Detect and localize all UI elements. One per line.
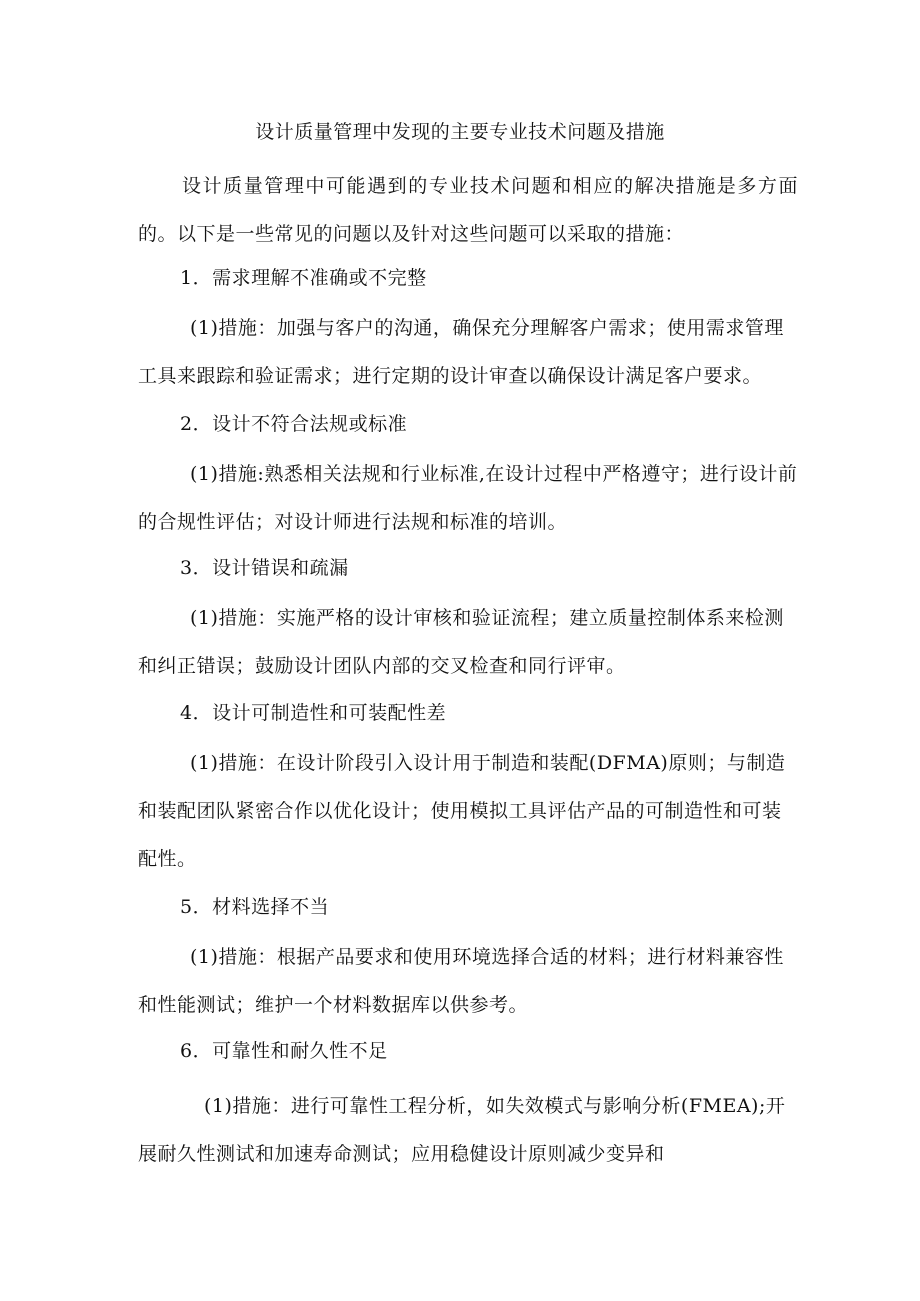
intro-paragraph: 设计质量管理中可能遇到的专业技术问题和相应的解决措施是多方面的。以下是一些常见的问题以及针对这些问题可以采取的措施： <box>138 175 798 245</box>
section-heading-4: 4．设计可制造性和可装配性差 <box>180 702 447 724</box>
section-heading-2: 2．设计不符合法规或标准 <box>180 413 408 435</box>
section-heading-3: 3．设计错误和疏漏 <box>180 557 349 579</box>
section-measure-5: (1)措施：根据产品要求和使用环境选择合适的材料；进行材料兼容性和性能测试；维护一个材料数据库以供参考。 <box>138 946 784 1016</box>
section-measure-6: (1)措施：进行可靠性工程分析，如失效模式与影响分析(FMEA);开展耐久性测试和加速寿命测试；应用稳健设计原则减少变异和 <box>138 1095 786 1165</box>
section-heading-6: 6．可靠性和耐久性不足 <box>180 1040 388 1062</box>
section-measure-4: (1)措施：在设计阶段引入设计用于制造和装配(DFMA)原则；与制造和装配团队紧密合作以优化设计；使用模拟工具评估产品的可制造性和可装配性。 <box>138 752 786 870</box>
section-measure-2: (1)措施:熟悉相关法规和行业标准,在设计过程中严格遵守；进行设计前的合规性评估；对设计师进行法规和标准的培训。 <box>138 463 798 533</box>
section-heading-1: 1．需求理解不准确或不完整 <box>180 267 427 289</box>
section-measure-3: (1)措施：实施严格的设计审核和验证流程；建立质量控制体系来检测和纠正错误；鼓励设计团队内部的交叉检查和同行评审。 <box>138 607 784 677</box>
document-title: 设计质量管理中发现的主要专业技术问题及措施 <box>255 121 665 143</box>
section-measure-1: (1)措施：加强与客户的沟通，确保充分理解客户需求；使用需求管理工具来跟踪和验证需求；进行定期的设计审查以确保设计满足客户要求。 <box>138 317 784 387</box>
section-heading-5: 5．材料选择不当 <box>180 896 330 918</box>
